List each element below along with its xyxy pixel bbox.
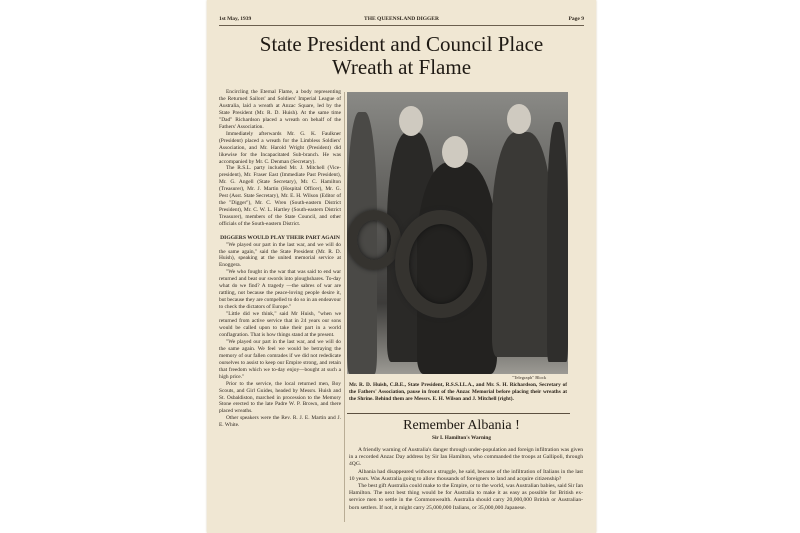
photo-credit: "Telegraph" Block — [512, 375, 547, 380]
section-divider — [347, 413, 570, 414]
wreath-laying-photo — [347, 92, 568, 374]
headline-line-1: State President and Council Place — [259, 32, 544, 56]
paragraph: The best gift Australia could make to the Empire, or to the world, was Australian babies, said Sir Ian Hamilton. The next best thing would be for Australia to make it as easy as possible for British ex-service men to settle in the Commonwealth. Australia should carry 20,000,000 British or Australian-born settlers. If not, it might carry 25,000,000 Italians, or 35,000,000 Japanese. — [349, 483, 583, 511]
paragraph: A friendly warning of Australia's danger through under-population and foreign infiltration was given in a recorded Anzac Day address by Sir Ian Hamilton, who commanded the troops at Gallipoli, through 4QG. — [349, 447, 583, 468]
albania-body — [349, 447, 583, 512]
article-headline — [217, 33, 586, 79]
article-body — [219, 89, 341, 429]
publication-name: THE QUEENSLAND DIGGER — [364, 16, 439, 22]
column-divider — [344, 92, 345, 522]
paragraph: "Little did we think," said Mr Huish, "when we returned from active service that in 24 years our sons would be called upon to take their part in a world conflagration. That is how things stand at the present. — [219, 311, 341, 338]
paragraph: Other speakers were the Rev. R. J. E. Martin and J. E. White. — [219, 415, 341, 429]
paragraph: The R.S.L. party included Mr. J. Mitchell (Vice-president), Mr. Fraser East (Immediate Past President), Mr. G. Angell (State Secretary), Mr. C. Hamilton (Treasurer), Mr. J. Martin (Hospital Officer), Mr. G. Pest (Asst. State Secretary), Mr. E. H. Wilson (Editor of the "Digger"), Mr. C. Wren (South-eastern District President), Mr. C. W. L. Hartley (South-eastern District Treasurer), members of the State Council, and other officials of the South-eastern District. — [219, 165, 341, 228]
albania-headline: Remember Albania ! — [403, 418, 520, 433]
paragraph: Immediately afterwards Mr. G. K. Faulkner (President) placed a wreath for the Limbless Soldiers' Association, and Mr. Harold Wright (President) did likewise for the Incapacitated Sub-branch. He was accompanied by Mr. C. Denman (Secretary). — [219, 130, 341, 165]
paragraph: Encircling the Eternal Flame, a body representing the Returned Sailors' and Soldiers' Imperial League of Australia, laid a wreath at Anzac Square, led by the State President (Mr. R. D. Huish). At the same time "Dad" Richardson placed a wreath on behalf of the Fathers' Association. — [219, 89, 341, 130]
paragraph: Albania had disappeared without a struggle, he said, because of the infiltration of Italians in the last 10 years. Was Australia going to allow thousands of foreigners to land and acquire citizenship? — [349, 468, 583, 482]
paragraph: Prior to the service, the local returned men, Boy Scouts, and Girl Guides, headed by Messrs. Huish and St. Osbaldiston, marched in procession to the Memory Stone erected to the late Padre W. P. Brown, and there placed wreaths. — [219, 380, 341, 415]
page-header — [219, 16, 584, 26]
photo-caption: Mr. R. D. Huish, C.B.E., State President, R.S.S.I.L.A., and Mr. S. H. Richardson, Secretary of the Fathers' Association, pause in front of the Anzac Memorial before placing their wreaths at the Shrine. Behind them are Messrs. E. H. Wilson and J. Mitchell (right). — [349, 382, 567, 402]
page-number: Page 9 — [568, 16, 584, 22]
paragraph: "We played our part in the last war, and we will do the same again," said the State President (Mr. R. D. Huish), speaking at the united memorial service at Enoggera. — [219, 241, 341, 269]
newspaper-page — [207, 0, 596, 533]
subheading: DIGGERS WOULD PLAY THEIR PART AGAIN — [220, 235, 340, 242]
paragraph: "We played our part in the last war, and we will do the same again. We feel we would be betraying the memory of our fallen comrades if we did not rededicate ourselves to assist to keep our Empire strong, and retain that freedom which we to-day enjoy—bought at such a high price." — [219, 338, 341, 380]
albania-subheading: Sir I. Hamilton's Warning — [432, 435, 491, 441]
paragraph: "We who fought in the war that was said to end war returned and beat our swords into ploughshares. To-day what do we find? A tragedy —the sabres of war are rattling, not because the peace-loving people desire it, but because they are compelled to do so in an endeavour to check the dictators of Europe." — [219, 269, 341, 311]
headline-line-2: Wreath at Flame — [331, 55, 472, 79]
issue-date: 1st May, 1939 — [219, 16, 252, 22]
